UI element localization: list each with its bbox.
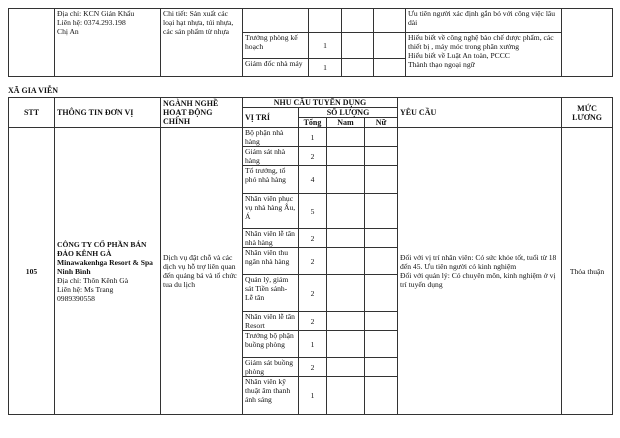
header-position: VỊ TRÍ — [243, 108, 299, 128]
prev-position-0 — [243, 9, 309, 33]
position-male — [327, 194, 365, 229]
header-hiring-needs: NHU CẦU TUYỂN DỤNG — [243, 98, 398, 108]
position-female — [365, 275, 398, 312]
prev-male-1 — [342, 33, 374, 59]
header-female: Nữ — [365, 118, 398, 128]
prev-req-line: Thành thạo ngoại ngữ — [408, 60, 475, 69]
previous-record-table — [8, 8, 613, 77]
section-title: XÃ GIA VIỄN — [8, 86, 59, 95]
prev-address: Địa chỉ: KCN Gián Khẩu — [57, 9, 135, 18]
position-female — [365, 147, 398, 166]
position-title: Trưởng bộ phận buồng phòng — [243, 331, 299, 358]
position-male — [327, 248, 365, 275]
record-requirements — [398, 128, 562, 415]
position-female — [365, 229, 398, 248]
prev-male-0 — [342, 9, 374, 33]
prev-req-cell — [406, 33, 562, 77]
prev-count-0 — [309, 9, 342, 33]
table-row — [9, 128, 613, 147]
prev-salary-cell — [562, 9, 613, 77]
header-industry: NGÀNH NGHỀ HOẠT ĐỘNG CHÍNH — [161, 98, 243, 128]
position-female — [365, 312, 398, 331]
prev-position-2: Giám đốc nhà máy — [243, 59, 309, 77]
recruitment-table — [8, 97, 613, 415]
position-female — [365, 377, 398, 415]
position-total: 2 — [299, 147, 327, 166]
position-title: Nhân viên thu ngân nhà hàng — [243, 248, 299, 275]
position-male — [327, 377, 365, 415]
position-title: Nhân viên kỹ thuật âm thanh ánh sáng — [243, 377, 299, 415]
header-quantity: SỐ LƯỢNG — [299, 108, 398, 118]
requirement-line: Đối với quản lý: Có chuyên môn, kinh nghiệm ở vị trí tuyển dụng — [400, 271, 556, 289]
record-stt: 105 — [9, 128, 55, 415]
prev-contact-name: Chị An — [57, 27, 79, 36]
prev-female-0 — [374, 9, 406, 33]
position-title: Bộ phận nhà hàng — [243, 128, 299, 147]
record-industry: Dịch vụ đặt chỗ và các dịch vụ hỗ trợ liên quan đến quảng bá và tổ chức tua du lịch — [161, 128, 243, 415]
position-male — [327, 275, 365, 312]
position-female — [365, 358, 398, 377]
requirement-line: Đối với vị trí nhân viên: Có sức khỏe tốt, tuổi từ 18 đến 45. Ưu tiên người có kinh nghiệm — [400, 253, 557, 271]
prev-position-1: Trưởng phòng kế hoạch — [243, 33, 309, 59]
position-total: 2 — [299, 248, 327, 275]
position-female — [365, 248, 398, 275]
header-requirements: YÊU CẦU — [398, 98, 562, 128]
prev-male-2 — [342, 59, 374, 77]
position-female — [365, 128, 398, 147]
position-male — [327, 166, 365, 194]
position-total: 2 — [299, 229, 327, 248]
position-total: 2 — [299, 275, 327, 312]
prev-activity: Chi tiết: Sản xuất các loại hạt nhựa, túi nhựa, các sản phẩm từ nhựa — [161, 9, 243, 77]
header-total: Tổng — [299, 118, 327, 128]
company-contact: Liên hệ: Ms Trang — [57, 284, 114, 294]
prev-count-2: 1 — [309, 59, 342, 77]
position-male — [327, 147, 365, 166]
position-total: 5 — [299, 194, 327, 229]
company-address: Địa chỉ: Thôn Kênh Gà — [57, 275, 129, 285]
position-total: 1 — [299, 377, 327, 415]
position-total: 2 — [299, 358, 327, 377]
prev-female-1 — [374, 33, 406, 59]
position-title: Giám sát buồng phòng — [243, 358, 299, 377]
company-name: CÔNG TY CỔ PHẦN BÁN ĐẢO KÊNH GÀ Minawakenhga Resort & Spa Ninh Bình — [57, 239, 153, 276]
position-male — [327, 229, 365, 248]
prev-req-line: Hiểu biết về công nghệ bào chế dược phẩm, các thiết bị , máy móc trong phân xưởng — [408, 33, 554, 51]
position-female — [365, 331, 398, 358]
position-female — [365, 166, 398, 194]
prev-contact: Liên hệ: 0374.293.198 — [57, 18, 126, 27]
position-title: Nhân viên lễ tân Resort — [243, 312, 299, 331]
position-male — [327, 358, 365, 377]
prev-stt-cell — [9, 9, 55, 77]
header-stt: STT — [9, 98, 55, 128]
position-title: Tổ trưởng, tổ phó nhà hàng — [243, 166, 299, 194]
position-female — [365, 194, 398, 229]
position-male — [327, 128, 365, 147]
position-title: Nhân viên phục vụ nhà hàng Âu, Á — [243, 194, 299, 229]
prev-req-top: Ưu tiên người xác định gắn bó với công việc lâu dài — [406, 9, 562, 33]
position-male — [327, 312, 365, 331]
prev-count-1: 1 — [309, 33, 342, 59]
position-male — [327, 331, 365, 358]
position-title: Nhân viên lễ tân nhà hàng — [243, 229, 299, 248]
position-total: 1 — [299, 128, 327, 147]
prev-female-2 — [374, 59, 406, 77]
prev-req-line: Hiểu biết về Luật An toàn, PCCC — [408, 51, 510, 60]
record-company-cell — [55, 128, 161, 415]
prev-company-cell — [55, 9, 161, 77]
position-total: 2 — [299, 312, 327, 331]
position-total: 1 — [299, 331, 327, 358]
header-male: Nam — [327, 118, 365, 128]
position-title: Giám sát nhà hàng — [243, 147, 299, 166]
header-company: THÔNG TIN ĐƠN VỊ — [55, 98, 161, 128]
position-title: Quản lý, giám sát Tiền sảnh- Lễ tân — [243, 275, 299, 312]
header-salary: MỨC LƯƠNG — [562, 98, 613, 128]
position-total: 4 — [299, 166, 327, 194]
record-salary: Thỏa thuận — [562, 128, 613, 415]
company-phone: 0989390558 — [57, 293, 95, 303]
